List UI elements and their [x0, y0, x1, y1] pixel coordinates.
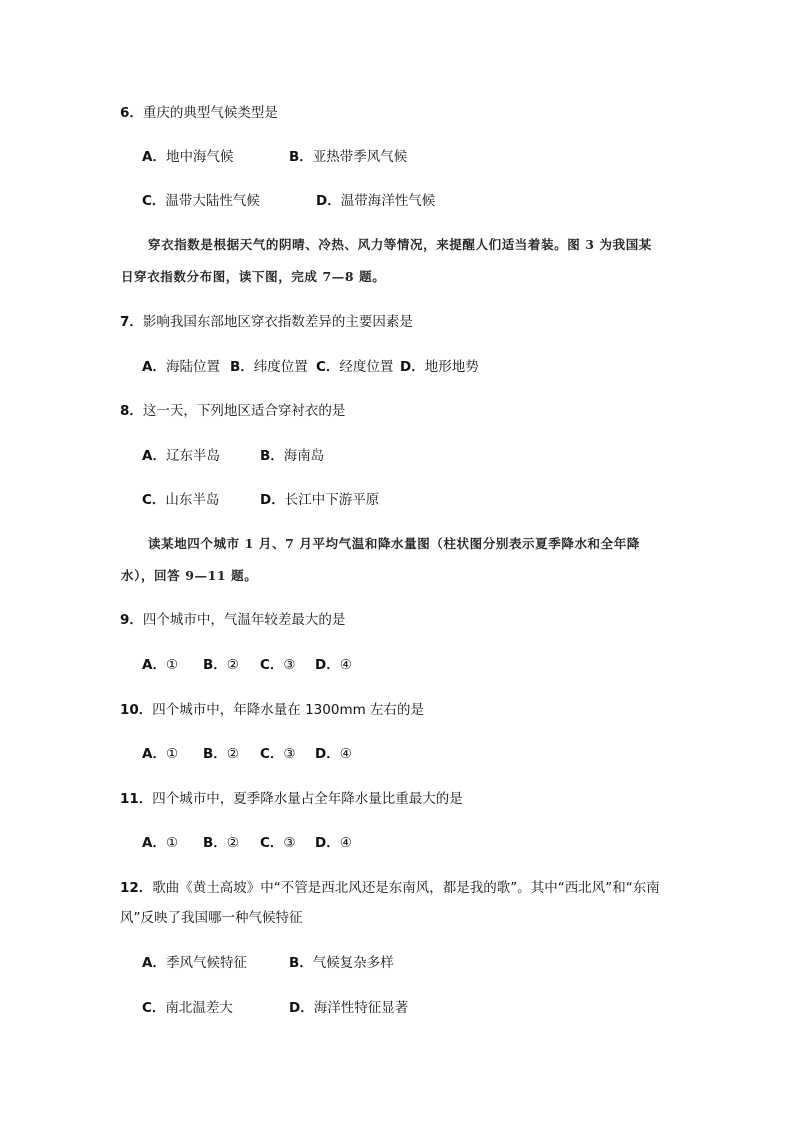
option-text: ② — [226, 746, 239, 762]
option-d[interactable] — [260, 491, 379, 509]
option-text: 经度位置 — [339, 359, 394, 375]
option-c[interactable] — [142, 192, 260, 210]
option-c[interactable] — [260, 834, 296, 852]
question-number: 6． — [120, 105, 143, 121]
option-letter: B． — [230, 359, 254, 375]
option-d[interactable] — [315, 834, 352, 852]
option-a[interactable] — [142, 954, 247, 972]
question-text: 四个城市中，夏季降水量占全年降水量比重最大的是 — [152, 791, 463, 807]
question-text: 影响我国东部地区穿衣指数差异的主要因素是 — [142, 314, 413, 330]
question-number: 12． — [120, 880, 153, 896]
question-number: 8． — [120, 403, 143, 419]
option-text: ④ — [339, 746, 352, 762]
option-text: ② — [226, 835, 239, 851]
option-letter: D． — [260, 492, 285, 508]
option-letter: A． — [142, 448, 166, 464]
option-text: 温带海洋性气候 — [340, 193, 436, 209]
option-letter: C． — [316, 359, 340, 375]
option-letter: C． — [142, 492, 166, 508]
intro-paragraph-line: 日穿衣指数分布图，读下图，完成 7—8 题。 — [121, 269, 386, 284]
option-c[interactable] — [260, 745, 296, 763]
question-text: 四个城市中，年降水量在 1300mm 左右的是 — [152, 702, 425, 718]
question-8 — [120, 402, 345, 420]
option-text: 亚热带季风气候 — [312, 149, 408, 165]
option-text: 温带大陆性气候 — [165, 193, 260, 209]
option-text: ④ — [339, 835, 352, 851]
question-number: 11． — [120, 791, 153, 807]
option-b[interactable] — [289, 148, 407, 166]
option-d[interactable] — [289, 999, 408, 1017]
option-text: ③ — [283, 835, 296, 851]
option-text: ④ — [339, 657, 352, 673]
question-number: 7． — [120, 314, 143, 330]
option-letter: B． — [203, 657, 227, 673]
option-a[interactable] — [142, 148, 233, 166]
option-d[interactable] — [315, 745, 352, 763]
question-number: 9． — [120, 612, 143, 628]
option-b[interactable] — [230, 358, 308, 376]
option-letter: B． — [289, 955, 313, 971]
option-d[interactable] — [316, 192, 435, 210]
option-letter: A． — [142, 835, 166, 851]
question-text: 这一天，下列地区适合穿衬衣的是 — [142, 403, 346, 419]
option-letter: A． — [142, 955, 166, 971]
option-letter: D． — [316, 193, 341, 209]
intro-paragraph-line: 水），回答 9—11 题。 — [121, 568, 258, 583]
option-letter: C． — [142, 193, 166, 209]
option-letter: B． — [260, 448, 284, 464]
option-b[interactable] — [203, 834, 239, 852]
intro-paragraph-line: 读某地四个城市 1 月、7 月平均气温和降水量图（柱状图分别表示夏季降水和全年降 — [148, 536, 640, 551]
question-text: 重庆的典型气候类型是 — [142, 105, 278, 121]
option-letter: D． — [289, 1000, 314, 1016]
option-text: 山东半岛 — [165, 492, 220, 508]
option-b[interactable] — [203, 656, 239, 674]
option-text: 辽东半岛 — [165, 448, 220, 464]
intro-paragraph-line: 穿衣指数是根据天气的阴晴、冷热、风力等情况，来提醒人们适当着装。图 3 为我国某 — [148, 237, 652, 252]
option-letter: A． — [142, 657, 166, 673]
option-a[interactable] — [142, 447, 220, 465]
option-c[interactable] — [142, 999, 233, 1017]
question-7 — [120, 313, 413, 331]
question-number: 10． — [120, 702, 153, 718]
option-text: 气候复杂多样 — [312, 955, 394, 971]
option-text: ① — [165, 746, 179, 762]
option-letter: C． — [260, 746, 284, 762]
option-c[interactable] — [316, 358, 393, 376]
option-b[interactable] — [260, 447, 324, 465]
option-letter: A． — [142, 149, 166, 165]
option-text: ② — [226, 657, 239, 673]
option-letter: A． — [142, 359, 166, 375]
option-letter: C． — [142, 1000, 166, 1016]
question-11 — [120, 790, 463, 808]
option-c[interactable] — [260, 656, 296, 674]
option-text: ③ — [283, 657, 296, 673]
option-text: 海南岛 — [283, 448, 325, 464]
option-text: ① — [165, 835, 179, 851]
option-d[interactable] — [400, 358, 479, 376]
option-text: 海陆位置 — [165, 359, 220, 375]
option-a[interactable] — [142, 745, 178, 763]
option-d[interactable] — [315, 656, 352, 674]
option-letter: B． — [289, 149, 313, 165]
option-letter: D． — [315, 835, 340, 851]
option-b[interactable] — [289, 954, 394, 972]
option-c[interactable] — [142, 491, 219, 509]
option-letter: C． — [260, 657, 284, 673]
option-text: 地形地势 — [424, 359, 479, 375]
option-text: 地中海气候 — [165, 149, 234, 165]
question-6 — [120, 104, 278, 122]
option-letter: B． — [203, 746, 227, 762]
option-text: 海洋性特征显著 — [313, 1000, 409, 1016]
option-text: ① — [165, 657, 179, 673]
question-text: 四个城市中，气温年较差最大的是 — [142, 612, 346, 628]
option-a[interactable] — [142, 358, 220, 376]
question-12 — [120, 879, 660, 897]
question-text-continued: 风”反映了我国哪一种气候特征 — [120, 910, 303, 926]
option-text: 南北温差大 — [165, 1000, 233, 1016]
option-letter: D． — [315, 746, 340, 762]
option-text: 季风气候特征 — [165, 955, 247, 971]
option-letter: B． — [203, 835, 227, 851]
option-text: 长江中下游平原 — [284, 492, 380, 508]
option-letter: D． — [400, 359, 425, 375]
option-a[interactable] — [142, 656, 178, 674]
question-10 — [120, 701, 424, 719]
option-text: ③ — [283, 746, 296, 762]
option-letter: D． — [315, 657, 340, 673]
question-9 — [120, 611, 345, 629]
option-letter: A． — [142, 746, 166, 762]
option-b[interactable] — [203, 745, 239, 763]
option-a[interactable] — [142, 834, 178, 852]
option-letter: C． — [260, 835, 284, 851]
option-text: 纬度位置 — [253, 359, 308, 375]
question-text: 歌曲《黄土高坡》中“不管是西北风还是东南风，都是我的歌”。其中“西北风”和“东南 — [152, 880, 660, 896]
